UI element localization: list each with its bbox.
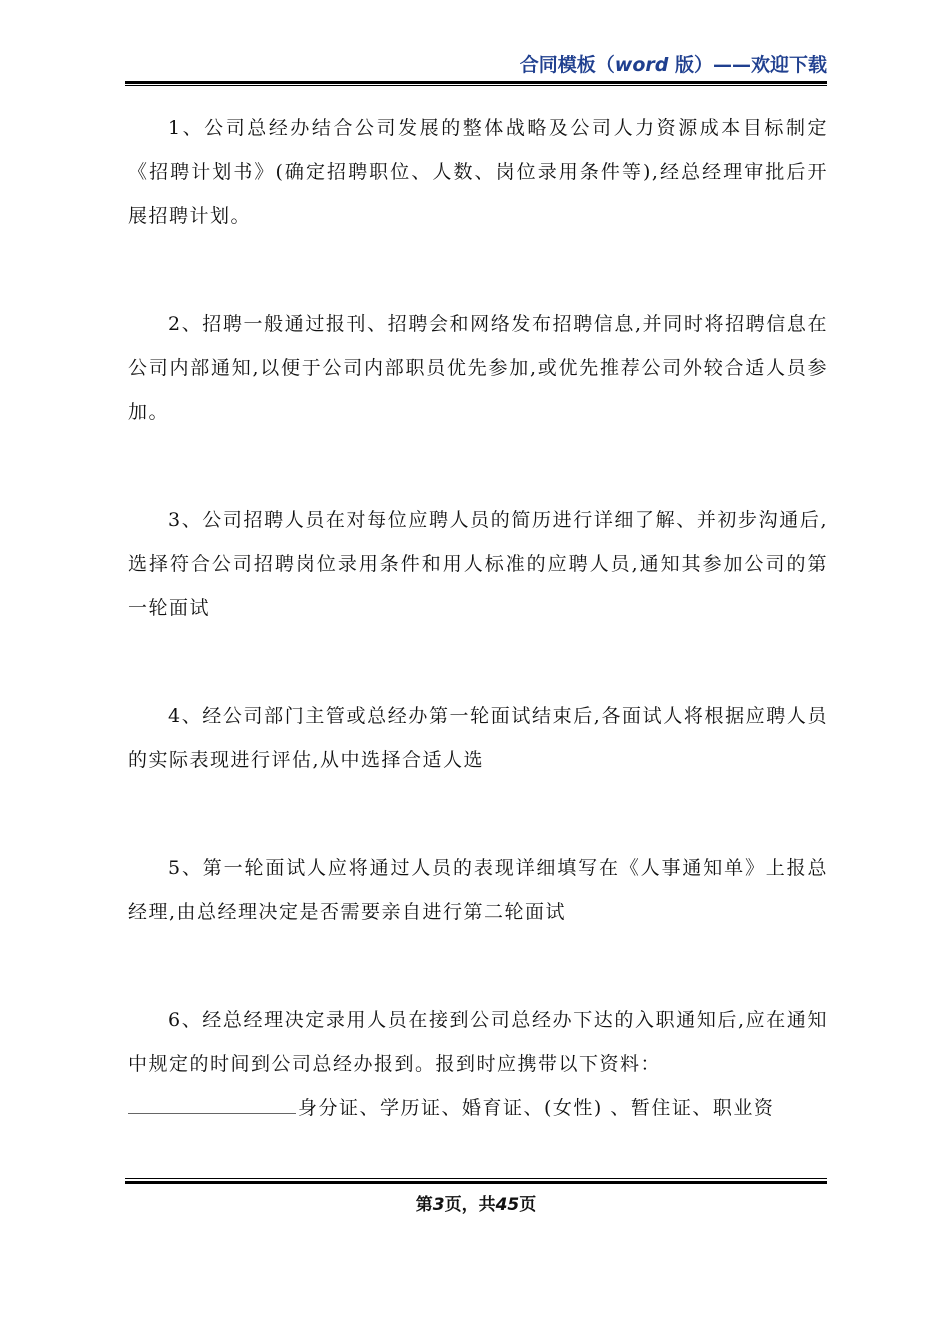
header-title (520, 50, 827, 77)
page-footer (125, 1178, 827, 1218)
paragraph-3: 3、公司招聘人员在对每位应聘人员的简历进行详细了解、并初步沟通后,选择符合公司招聘岗位录用条件和用人标准的应聘人员,通知其参加公司的第一轮面试 (128, 509, 828, 619)
page-total: 45 (495, 1195, 520, 1215)
fill-in-blank (128, 1095, 296, 1114)
paragraph-2: 2、招聘一般通过报刊、招聘会和网络发布招聘信息,并同时将招聘信息在公司内部通知,以便于公司内部职员优先参加,或优先推荐公司外较合适人员参加。 (128, 313, 828, 423)
page-number-middle: 页，共 (444, 1195, 496, 1215)
paragraph-4: 4、经公司部门主管或总经办第一轮面试结束后,各面试人将根据应聘人员的实际表现进行评估,从中选择合适人选 (128, 705, 828, 771)
paragraph-5: 5、第一轮面试人应将通过人员的表现详细填写在《人事通知单》上报总经理,由总经理决定是否需要亲自进行第二轮面试 (128, 857, 828, 923)
header-title-suffix: 版）——欢迎下载 (668, 54, 827, 76)
footer-rule-thin (125, 1178, 827, 1179)
page-number-suffix: 页 (519, 1195, 537, 1215)
header-rule-thick (125, 81, 827, 84)
paragraph-6: 6、经总经理决定录用人员在接到公司总经办下达的入职通知后,应在通知中规定的时间到公司总经办报到。报到时应携带以下资料： (128, 1009, 828, 1075)
paragraph-6-continuation (128, 1086, 828, 1130)
footer-rule-thick (125, 1181, 827, 1184)
page-header (125, 48, 827, 88)
header-title-word: word (614, 54, 669, 76)
document-body (128, 106, 828, 1130)
header-rule-thin (125, 85, 827, 86)
page-number (125, 1190, 827, 1215)
header-title-prefix: 合同模板（ (519, 54, 615, 76)
paragraph-1: 1、公司总经办结合公司发展的整体战略及公司人力资源成本目标制定《招聘计划书》(确定招聘职位、人数、岗位录用条件等),经总经理审批后开展招聘计划。 (128, 117, 828, 227)
page-current: 3 (432, 1195, 445, 1215)
paragraph-6-block (128, 998, 828, 1130)
paragraph-6-last-line: 身分证、学历证、婚育证、(女性) 、暂住证、职业资 (298, 1097, 775, 1119)
page-number-prefix: 第 (415, 1195, 433, 1215)
